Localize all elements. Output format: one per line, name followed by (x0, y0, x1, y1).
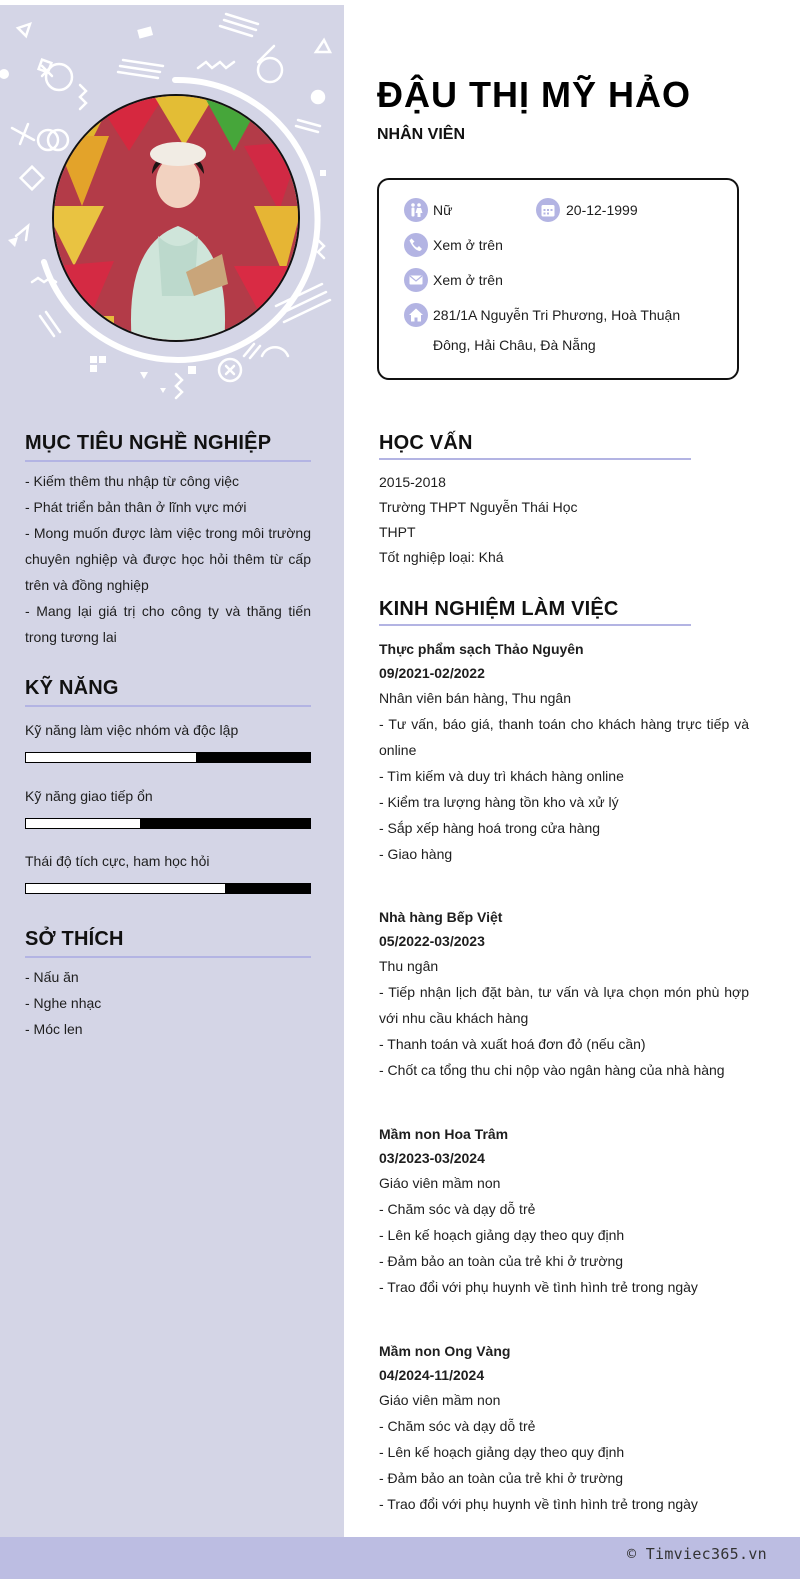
phone-value: Xem ở trên (433, 237, 503, 253)
email-value: Xem ở trên (433, 272, 503, 288)
birthday-value: 20-12-1999 (566, 202, 638, 218)
objective-list (25, 468, 311, 650)
skill-label: Kỹ năng làm việc nhóm và độc lập (25, 722, 239, 738)
profile-photo (52, 94, 300, 342)
job-entry (379, 1339, 749, 1517)
address-line-1: 281/1A Nguyễn Tri Phương, Hoà Thuận (433, 307, 681, 323)
job-period: 09/2021-02/2022 (379, 665, 485, 681)
job-task: - Giao hàng (379, 846, 453, 862)
hobbies-title: SỞ THÍCH (25, 928, 124, 950)
skills-divider (25, 705, 311, 707)
hobbies-list (25, 964, 311, 1042)
email-icon (404, 268, 428, 292)
objective-title: MỤC TIÊU NGHỀ NGHIỆP (25, 432, 272, 454)
gender-icon (404, 198, 428, 222)
hobby-item: - Móc len (25, 1021, 83, 1037)
experience-title: KINH NGHIỆM LÀM VIỆC (379, 598, 619, 620)
job-task: - Sắp xếp hàng hoá trong cửa hàng (379, 820, 601, 836)
job-task: - Lên kế hoạch giảng dạy theo quy định (379, 1444, 625, 1460)
gender-value: Nữ (433, 202, 453, 218)
job-task: - Tiếp nhận lịch đặt bàn, tư vấn và lựa chọn món phù hợp với nhu cầu khách hàng (379, 984, 749, 1026)
job-position: Thu ngân (379, 958, 439, 974)
education-block (379, 470, 578, 570)
job-task: - Thanh toán và xuất hoá đơn đỏ (nếu cần) (379, 1036, 646, 1052)
calendar-icon (536, 198, 560, 222)
job-task: - Lên kế hoạch giảng dạy theo quy định (379, 1227, 625, 1243)
skill-bar (25, 752, 311, 763)
hobby-item: - Nấu ăn (25, 969, 79, 985)
experience-divider (379, 624, 691, 626)
education-result: Tốt nghiệp loại: Khá (379, 549, 504, 565)
skill-bar (25, 883, 311, 894)
hobbies-divider (25, 956, 311, 958)
education-school: Trường THPT Nguyễn Thái Học (379, 499, 578, 515)
job-position: Nhân viên bán hàng, Thu ngân (379, 690, 572, 706)
skill-label: Kỹ năng giao tiếp ổn (25, 788, 153, 804)
objective-item: - Phát triển bản thân ở lĩnh vực mới (25, 499, 247, 515)
job-company: Thực phẩm sạch Thảo Nguyên (379, 641, 584, 657)
phone-icon (404, 233, 428, 257)
education-divider (379, 458, 691, 460)
objective-divider (25, 460, 311, 462)
job-period: 05/2022-03/2023 (379, 933, 485, 949)
job-position: Giáo viên mầm non (379, 1392, 501, 1408)
hobby-item: - Nghe nhạc (25, 995, 102, 1011)
job-task: - Kiểm tra lượng hàng tồn kho và xử lý (379, 794, 619, 810)
job-period: 04/2024-11/2024 (379, 1367, 485, 1383)
job-entry (379, 905, 749, 1083)
skill-label: Thái độ tích cực, ham học hỏi (25, 853, 210, 869)
job-task: - Đảm bảo an toàn của trẻ khi ở trường (379, 1253, 624, 1269)
job-task: - Trao đổi với phụ huynh về tình hình trẻ trong ngày (379, 1279, 698, 1295)
job-position: Giáo viên mầm non (379, 1175, 501, 1191)
job-company: Mầm non Hoa Trâm (379, 1126, 509, 1142)
objective-item: - Mong muốn được làm việc trong môi trường chuyên nghiệp và được học hỏi thêm từ cấp trên và đồng nghiệp (25, 525, 311, 593)
contact-box (377, 178, 739, 380)
skill-bar-fill (26, 819, 140, 828)
job-company: Mầm non Ong Vàng (379, 1343, 511, 1359)
job-task: - Chăm sóc và dạy dỗ trẻ (379, 1418, 536, 1434)
job-task: - Chăm sóc và dạy dỗ trẻ (379, 1201, 536, 1217)
job-period: 03/2023-03/2024 (379, 1150, 485, 1166)
candidate-position: NHÂN VIÊN (377, 126, 466, 143)
address-line-2: Đông, Hải Châu, Đà Nẵng (433, 337, 596, 353)
job-task: - Tìm kiếm và duy trì khách hàng online (379, 768, 624, 784)
footer-brand[interactable]: © Timviec365.vn (627, 1545, 767, 1563)
job-task: - Trao đổi với phụ huynh về tình hình trẻ trong ngày (379, 1496, 698, 1512)
job-entry (379, 637, 749, 867)
education-major: THPT (379, 524, 416, 540)
job-entry (379, 1122, 749, 1300)
job-task: - Tư vấn, báo giá, thanh toán cho khách hàng trực tiếp và online (379, 716, 749, 758)
skill-bar-fill (26, 753, 196, 762)
skill-bar-fill (26, 884, 225, 893)
education-title: HỌC VẤN (379, 432, 473, 454)
job-task: - Chốt ca tổng thu chi nộp vào ngân hàng của nhà hàng (379, 1062, 725, 1078)
job-task: - Đảm bảo an toàn của trẻ khi ở trường (379, 1470, 624, 1486)
candidate-name: ĐẬU THỊ MỸ HẢO (377, 74, 691, 115)
objective-item: - Kiếm thêm thu nhập từ công việc (25, 473, 240, 489)
objective-item: - Mang lại giá trị cho công ty và thăng tiến trong tương lai (25, 603, 311, 645)
skills-title: KỸ NĂNG (25, 677, 119, 699)
job-company: Nhà hàng Bếp Việt (379, 909, 503, 925)
home-icon (404, 303, 428, 327)
skill-bar (25, 818, 311, 829)
education-period: 2015-2018 (379, 474, 446, 490)
footer (0, 1537, 800, 1579)
